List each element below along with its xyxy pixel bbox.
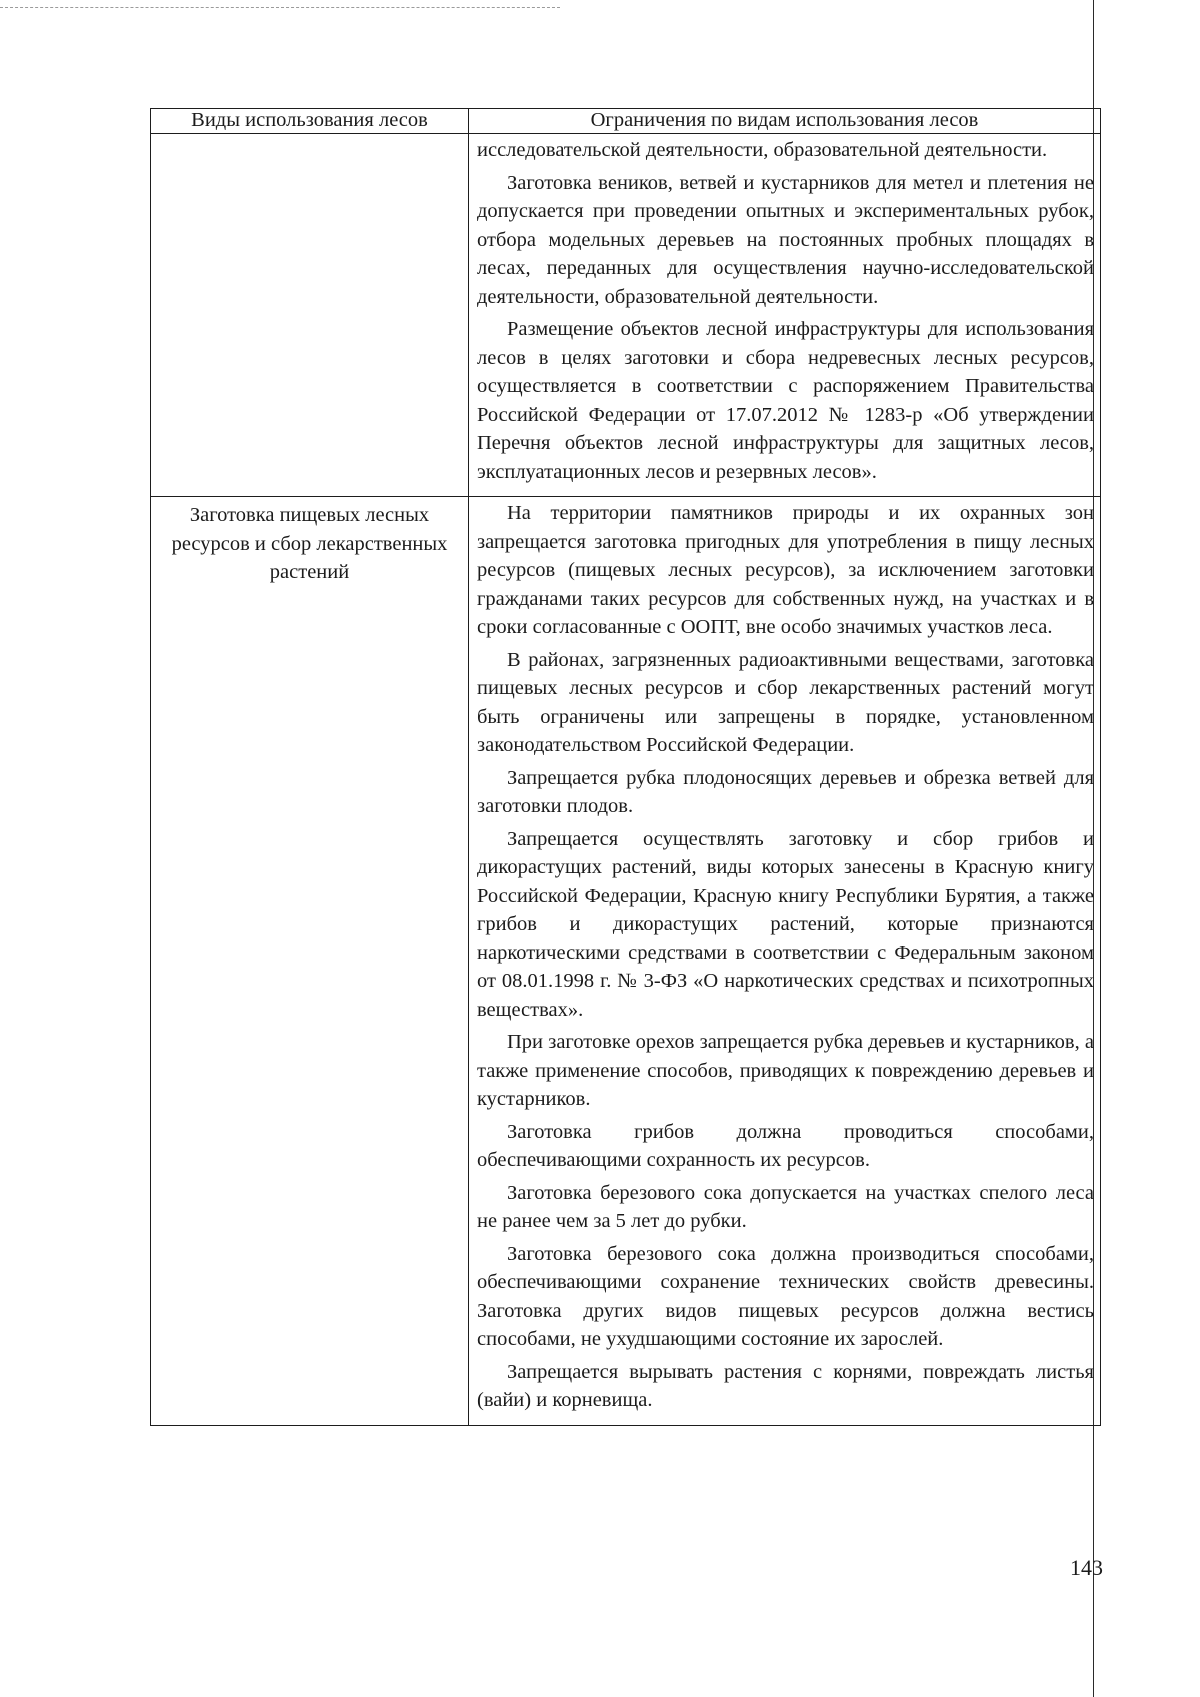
header-restrictions: Ограничения по видам использования лесов — [469, 109, 1101, 134]
table-row — [151, 134, 1101, 497]
restriction-paragraph: Заготовка березового сока должна производиться способами, обеспечивающими сохранение технических свойств древесины. Заготовка других видов пищевых ресурсов должна вестись способами, не ухудшающими состояние их зарослей. — [477, 1242, 1094, 1350]
restriction-paragraph: Размещение объектов лесной инфраструктуры для использования лесов в целях заготовки и сбора недревесных лесных ресурсов, осуществляется в соответствии с распоряжением Правительства Российской Федерации от 17.07.2012 № 1283-р «Об утверждении Перечня объектов лесной инфраструктуры для защитных лесов, эксплуатационных лесов и резервных лесов». — [477, 318, 1094, 483]
restriction-paragraph: Запрещается осуществлять заготовку и сбор грибов и дикорастущих растений, виды которых занесены в Красную книгу Российской Федерации, Красную книгу Республики Бурятия, а также грибов и дикорастущих растений, которые признаются наркотическими средствами в соответствии с Федеральным законом от 08.01.1998 г. № 3-ФЗ «О наркотических средствах и психотропных веществах». — [477, 827, 1094, 1021]
use-type-cell — [151, 134, 469, 497]
restriction-paragraph: исследовательской деятельности, образовательной деятельности. — [477, 139, 1048, 161]
restriction-paragraph: При заготовке орехов запрещается рубка деревьев и кустарников, а также применение способов, приводящих к повреждению деревьев и кустарников. — [477, 1031, 1094, 1110]
scan-top-dashed-line — [0, 7, 560, 8]
forest-use-restrictions-table — [150, 108, 1101, 1426]
restrictions-cell — [469, 497, 1101, 1426]
restriction-paragraph: Запрещается вырывать растения с корнями, повреждать листья (вайи) и корневища. — [477, 1360, 1094, 1411]
table-row — [151, 497, 1101, 1426]
restriction-paragraph: В районах, загрязненных радиоактивными веществами, заготовка пищевых лесных ресурсов и сбор лекарственных растений могут быть ограничены или запрещены в порядке, установленном законодательством Российской Федерации. — [477, 648, 1094, 756]
page-number: 143 — [1070, 1555, 1103, 1580]
restrictions-cell — [469, 134, 1101, 497]
restriction-paragraph: На территории памятников природы и их охранных зон запрещается заготовка пригодных для употребления в пищу лесных ресурсов (пищевых лесных ресурсов), за исключением заготовки гражданами таких ресурсов для собственных нужд, на участках и в сроки согласованные с ООПТ, вне особо значимых участков леса. — [477, 502, 1094, 638]
table-header-row — [151, 109, 1101, 134]
header-use-types: Виды использования лесов — [151, 109, 469, 134]
use-type-cell: Заготовка пищевых лесных ресурсов и сбор лекарственных растений — [151, 497, 469, 1426]
restriction-paragraph: Заготовка грибов должна проводиться способами, обеспечивающими сохранность их ресурсов. — [477, 1120, 1094, 1171]
restriction-paragraph: Запрещается рубка плодоносящих деревьев и обрезка ветвей для заготовки плодов. — [477, 766, 1094, 817]
restriction-paragraph: Заготовка березового сока допускается на участках спелого леса не ранее чем за 5 лет до рубки. — [477, 1181, 1094, 1232]
restriction-paragraph: Заготовка веников, ветвей и кустарников для метел и плетения не допускается при проведении опытных и экспериментальных рубок, отбора модельных деревьев на постоянных пробных площадях в лесах, переданных для осуществления научно-исследовательской деятельности, образовательной деятельности. — [477, 171, 1094, 308]
